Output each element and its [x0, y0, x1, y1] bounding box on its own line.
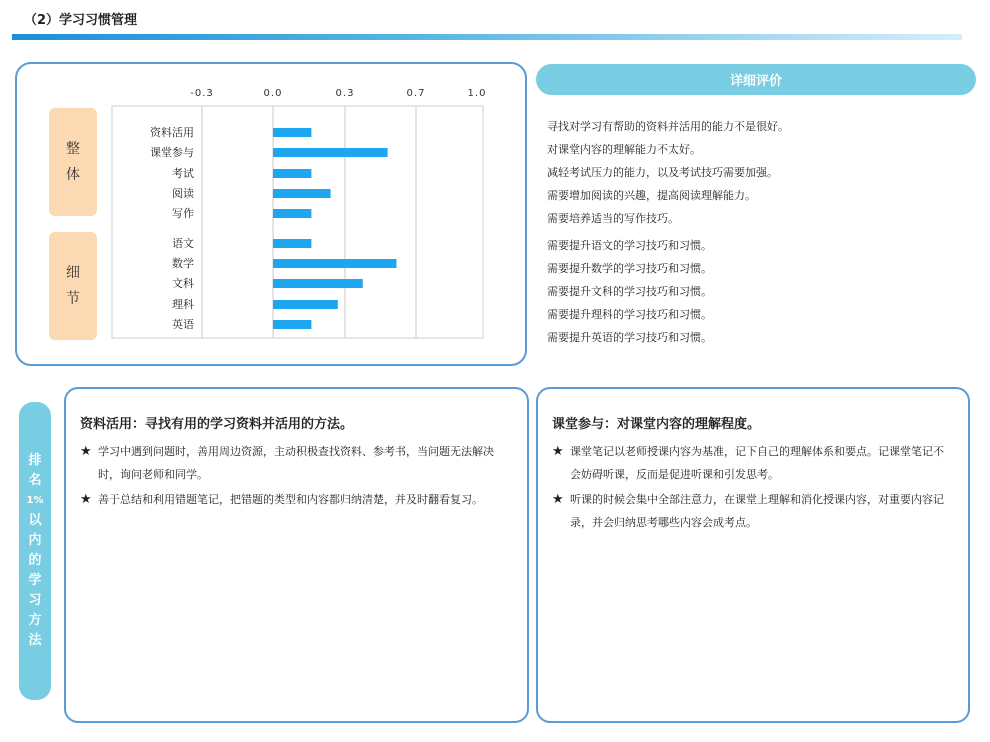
method-item: [80, 488, 513, 511]
x-tick-label: 0.7: [406, 88, 426, 99]
method-item-text: 学习中遇到问题时，善用周边资源，主动积极查找资料、参考书，当问题无法解决时，询问老师和同学。: [98, 445, 494, 481]
bar: [273, 259, 396, 268]
y-category-label: 课堂参与: [150, 146, 194, 159]
star-icon: ★: [80, 492, 92, 507]
rank-tab-char: 内: [28, 533, 42, 548]
evaluation-line: 需要提升文科的学习技巧和习惯。: [547, 285, 712, 298]
bar-chart: [17, 64, 525, 364]
bar: [273, 279, 363, 288]
evaluation-header: 详细评价: [536, 64, 976, 95]
evaluation-line: 减轻考试压力的能力，以及考试技巧需要加强。: [547, 166, 778, 179]
bar: [273, 189, 331, 198]
y-category-label: 数学: [172, 257, 194, 270]
section-title: （2）学习习惯管理: [24, 13, 138, 28]
method-item-text: 听课的时候会集中全部注意力，在课堂上理解和消化授课内容，对重要内容记录，并会归纳思考哪些内容会成考点。: [570, 493, 944, 529]
evaluation-line: 需要提升数学的学习技巧和习惯。: [547, 262, 712, 275]
bar: [273, 128, 311, 137]
y-category-label: 资料活用: [150, 126, 194, 139]
bar: [273, 320, 311, 329]
evaluation-line: 需要增加阅读的兴趣，提高阅读理解能力。: [547, 189, 756, 202]
bar: [273, 300, 338, 309]
evaluation-line: 需要提升语文的学习技巧和习惯。: [547, 239, 712, 252]
x-tick-label: 1.0: [467, 88, 487, 99]
method-item-text: 善于总结和利用错题笔记，把错题的类型和内容都归纳清楚，并及时翻看复习。: [98, 493, 483, 506]
bar: [273, 209, 311, 218]
rank-tab: [19, 402, 51, 700]
evaluation-line: 对课堂内容的理解能力不太好。: [547, 143, 701, 156]
rank-tab-char: 名: [28, 473, 42, 488]
rank-tab-char: 的: [28, 553, 42, 568]
method-card-class-participation: [536, 387, 970, 723]
y-category-label: 阅读: [172, 187, 194, 200]
bar: [273, 148, 388, 157]
rank-tab-char: 排: [28, 453, 42, 468]
method-item: [552, 488, 954, 534]
method-title: 课堂参与：对课堂内容的理解程度。: [552, 417, 761, 432]
star-icon: ★: [80, 444, 92, 459]
y-category-label: 英语: [172, 318, 194, 331]
method-title: 资料活用：寻找有用的学习资料并活用的方法。: [80, 417, 354, 432]
rank-tab-char: 1%: [26, 495, 44, 506]
method-item-text: 课堂笔记以老师授课内容为基准，记下自己的理解体系和要点。记课堂笔记不会妨碍听课，反而是促进听课和引发思考。: [570, 445, 944, 481]
evaluation-line: 需要提升英语的学习技巧和习惯。: [547, 331, 712, 344]
y-category-label: 理科: [172, 298, 194, 311]
y-category-label: 语文: [172, 237, 194, 250]
group-tag-char: 节: [66, 291, 80, 307]
method-item: [552, 440, 954, 486]
star-icon: ★: [552, 444, 564, 459]
star-icon: ★: [552, 492, 564, 507]
group-tag-char: 体: [66, 167, 80, 183]
x-tick-label: 0.0: [263, 88, 283, 99]
y-category-label: 写作: [172, 207, 194, 220]
y-category-label: 文科: [172, 277, 194, 290]
y-category-label: 考试: [172, 167, 194, 180]
x-tick-label: 0.3: [335, 88, 355, 99]
rank-tab-char: 习: [28, 593, 42, 608]
chart-panel: [15, 62, 527, 366]
rank-tab-char: 方: [28, 613, 42, 628]
evaluation-line: 需要培养适当的写作技巧。: [547, 212, 679, 225]
rank-tab-char: 以: [28, 513, 42, 528]
group-tag-char: 整: [66, 141, 80, 157]
rank-tab-char: 学: [28, 573, 42, 588]
method-card-material-use: [64, 387, 529, 723]
evaluation-line: 需要提升理科的学习技巧和习惯。: [547, 308, 712, 321]
evaluation-line: 寻找对学习有帮助的资料并活用的能力不是很好。: [547, 120, 789, 133]
rank-tab-char: 法: [28, 633, 42, 648]
bar: [273, 239, 311, 248]
group-tag-char: 细: [66, 265, 80, 281]
x-tick-label: -0.3: [190, 88, 214, 99]
method-item: [80, 440, 513, 486]
bar: [273, 169, 311, 178]
evaluation-list: [547, 115, 967, 349]
title-divider: [12, 34, 962, 40]
